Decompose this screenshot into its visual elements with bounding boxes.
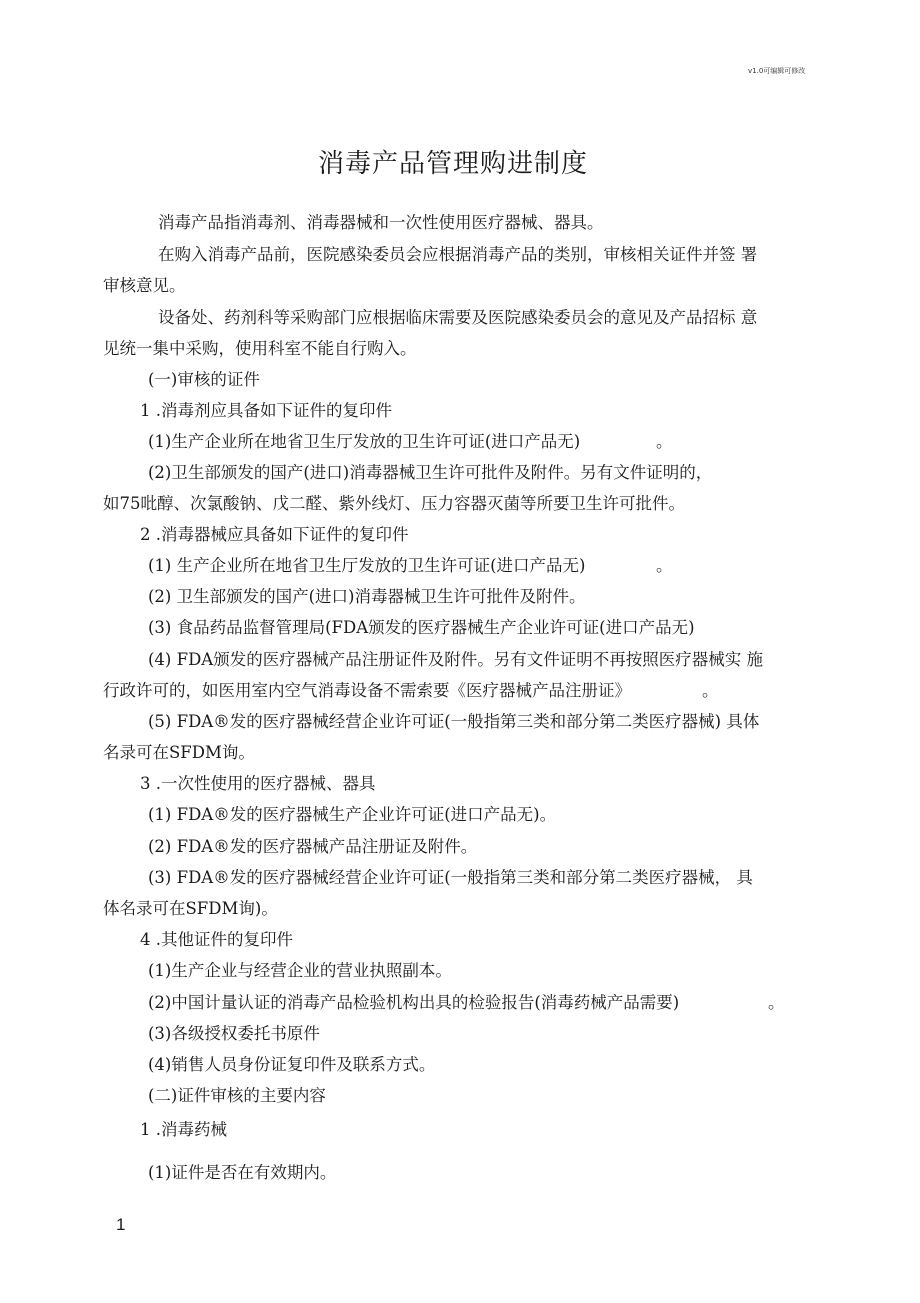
list-item-continuation: 行政许可的，如医用室内空气消毒设备不需索要《医疗器械产品注册证》: [103, 681, 631, 700]
subsection-heading: 3 .一次性使用的医疗器械、器具: [140, 774, 376, 793]
paragraph-line: 设备处、药剂科等采购部门应根据临床需要及医院感染委员会的意见及产品招标 意: [158, 308, 758, 327]
subsection-heading: 2 .消毒器械应具备如下证件的复印件: [140, 525, 409, 544]
list-item-continuation: 名录可在SFDM询。: [103, 743, 255, 762]
list-item: (4) FDA颁发的医疗器械产品注册证件及附件。另有文件证明不再按照医疗器械实 施: [148, 650, 763, 669]
list-item: (3)各级授权委托书原件: [148, 1024, 320, 1043]
list-item: (4)销售人员身份证复印件及联系方式。: [148, 1055, 436, 1074]
list-item: (3) FDA®发的医疗器械经营企业许可证(一般指第三类和部分第二类医疗器械， 具: [148, 868, 753, 887]
section-heading: (二)证件审核的主要内容: [148, 1086, 326, 1105]
trailing-period: 。: [656, 432, 673, 451]
section-heading: (一)审核的证件: [148, 370, 260, 389]
list-item: (1)生产企业所在地省卫生厅发放的卫生许可证(进口产品无): [148, 432, 581, 451]
page-number: 1: [116, 1215, 126, 1234]
list-item-continuation: 如75吡醇、次氯酸钠、戊二醛、紫外线灯、压力容器灭菌等所要卫生许可批件。: [103, 494, 685, 513]
document-title: 消毒产品管理购进制度: [317, 149, 588, 179]
paragraph-line: 在购入消毒产品前，医院感染委员会应根据消毒产品的类别，审核相关证件并签 署: [158, 245, 758, 264]
subsection-heading: 1 .消毒药械: [140, 1120, 227, 1139]
list-item: (1) 生产企业所在地省卫生厅发放的卫生许可证(进口产品无): [148, 556, 586, 575]
list-item: (1) FDA®发的医疗器械生产企业许可证(进口产品无)。: [148, 805, 557, 824]
list-item: (2)卫生部颁发的国产(进口)消毒器械卫生许可批件及附件。另有文件证明的，: [148, 463, 713, 482]
paragraph-line: 消毒产品指消毒剂、消毒器械和一次性使用医疗器械、器具。: [158, 213, 604, 232]
list-item: (5) FDA®发的医疗器械经营企业许可证(一般指第三类和部分第二类医疗器械) 具体: [148, 712, 760, 731]
header-version-note: v1.0可编辑可修改: [748, 67, 806, 75]
list-item: (2) 卫生部颁发的国产(进口)消毒器械卫生许可批件及附件。: [148, 587, 586, 606]
paragraph-line: 审核意见。: [103, 276, 186, 295]
list-item-continuation: 体名录可在SFDM询)。: [103, 899, 278, 918]
list-item: (1)生产企业与经营企业的营业执照副本。: [148, 961, 452, 980]
list-item: (2)中国计量认证的消毒产品检验机构出具的检验报告(消毒药械产品需要): [148, 993, 680, 1012]
list-item: (1)证件是否在有效期内。: [148, 1163, 337, 1182]
trailing-period: 。: [768, 993, 785, 1012]
subsection-heading: 4 .其他证件的复印件: [140, 930, 293, 949]
list-item: (3) 食品药品监督管理局(FDA颁发的医疗器械生产企业许可证(进口产品无): [148, 618, 695, 637]
trailing-period: 。: [702, 681, 719, 700]
trailing-period: 。: [656, 556, 673, 575]
subsection-heading: 1 .消毒剂应具备如下证件的复印件: [140, 401, 392, 420]
paragraph-line: 见统一集中采购，使用科室不能自行购入。: [103, 339, 417, 358]
list-item: (2) FDA®发的医疗器械产品注册证及附件。: [148, 837, 478, 856]
